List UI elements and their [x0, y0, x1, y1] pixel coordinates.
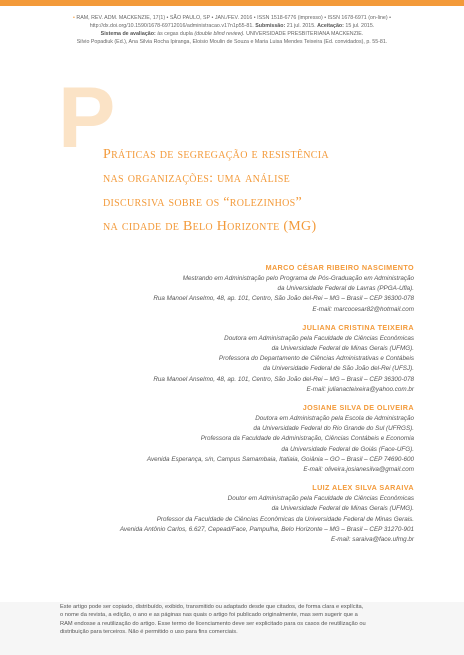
review-system-value: às cegas dupla: [157, 31, 193, 37]
license-line: RAM endosse a reutilização do artigo. Esse termo de licenciamento deve ser explicitado para os casos de reutilização ou: [60, 620, 366, 627]
submission-label: Submissão:: [255, 23, 286, 29]
author-address: Rua Manoel Anselmo, 48, ap. 101, Centro, São João del-Rei – MG – Brasil – CEP 36300-078: [153, 375, 414, 383]
author-name: LUIZ ALEX SILVA SARAIVA: [312, 483, 414, 493]
author-name: JOSIANE SILVA DE OLIVEIRA: [302, 403, 414, 413]
author-email[interactable]: E-mail: saraiva@face.ufmg.br: [330, 536, 414, 544]
top-accent-bar: [0, 0, 464, 6]
author-block: [54, 482, 414, 545]
journal-citation: RAM, REV. ADM. MACKENZIE, 17(1) • SÃO PAULO, SP • JAN./FEV. 2016 • ISSN 1518-6776 (impresso) • ISSN 1678-6971 (on-line) •: [76, 15, 391, 21]
license-line: distribuição para terceiros. Não é permitido o uso para fins comerciais.: [60, 629, 238, 636]
author-affiliation: da Universidade Federal de São João del-Rei (UFSJ).: [263, 365, 414, 373]
title-line: discursiva sobre os “rolezinhos”: [103, 195, 303, 210]
title-line: Práticas de segregação e resistência: [103, 147, 329, 162]
author-affiliation: Mestrando em Administração pelo Programa de Pós-Graduação em Administração: [182, 275, 414, 282]
bullet: •: [73, 15, 75, 21]
header-line-1: [0, 14, 464, 22]
author-affiliation: da Universidade Federal de Minas Gerais (UFMG).: [271, 505, 414, 513]
author-email[interactable]: E-mail: oliveira.josianesilva@gmail.com: [303, 466, 414, 474]
title-line: nas organizações: uma análise: [103, 171, 290, 186]
author-affiliation: Professor da Faculdade de Ciências Econômicas da Universidade Federal de Minas Gerais.: [156, 515, 414, 523]
author-address: Rua Manoel Anselmo, 48, ap. 101, Centro, São João del-Rei – MG – Brasil – CEP 36300-078: [153, 295, 414, 303]
header-line-3: [0, 30, 464, 38]
license-notice: [60, 603, 420, 637]
author-block: [54, 262, 414, 315]
author-affiliation: Doutora em Administração pela Faculdade de Ciências Econômicas: [224, 334, 414, 342]
acceptance-label: Aceitação:: [317, 23, 344, 29]
license-line: Este artigo pode ser copiado, distribuído, exibido, transmitido ou adaptado desde que citados, de forma clara e explícita,: [60, 604, 364, 610]
editors-line: Silvio Popadiuk (Ed.), Ana Silvia Rocha Ipiranga, Eloisio Moulin de Souza e Maria Luisa Mendes Teixeira (Ed. convidados), p. 55-81.: [76, 39, 388, 45]
author-affiliation: Professora do Departamento de Ciências Administrativas e Contábeis: [218, 355, 414, 363]
author-affiliation: da Universidade Federal de Minas Gerais (UFMG).: [271, 345, 414, 353]
author-email[interactable]: E-mail: marcocesar82@hotmail.com: [312, 305, 414, 313]
author-affiliation: Doutor em Administração pela Faculdade de Ciências Econômicas: [227, 495, 414, 503]
acceptance-date: 15 jul. 2015.: [345, 23, 375, 29]
university-name: UNIVERSIDADE PRESBITERIANA MACKENZIE.: [246, 31, 364, 37]
author-affiliation: Doutora em Administração pela Escola de Administração: [255, 415, 414, 423]
doi-link[interactable]: http://dx.doi.org/10.1590/1678-69712016/administracao.v17n1p55-81.: [89, 23, 254, 29]
author-address: Avenida Esperança, s/n, Campus Samambaia, Itatiaia, Goiânia – GO – Brasil – CEP 74690-600: [146, 455, 414, 463]
submission-date: 21 jul. 2015.: [286, 23, 316, 29]
author-affiliation: da Universidade Federal do Rio Grande do Sul (UFRGS).: [253, 425, 414, 433]
author-block: [54, 402, 414, 475]
author-email[interactable]: E-mail: julianacteixeira@yahoo.com.br: [306, 385, 414, 393]
author-name: JULIANA CRISTINA TEIXEIRA: [302, 322, 414, 332]
author-name: MARCO CÉSAR RIBEIRO NASCIMENTO: [265, 263, 414, 272]
author-affiliation: Professora da Faculdade de Administração, Ciências Contábeis e Economia: [200, 435, 414, 443]
author-affiliation: da Universidade Federal de Goiás (Face-UFG).: [281, 445, 414, 453]
review-system-label: Sistema de avaliação:: [100, 31, 156, 37]
review-system-english: (double blind review).: [194, 31, 245, 37]
author-block: [54, 322, 414, 395]
journal-header: [0, 14, 464, 46]
author-list: [54, 262, 414, 552]
title-line: na cidade de Belo Horizonte (MG): [103, 219, 317, 234]
article-title: [103, 143, 423, 239]
header-line-2: [0, 22, 464, 30]
decorative-initial: P: [58, 70, 116, 166]
license-line: o nome da revista, a edição, o ano e as páginas nas quais o artigo foi publicado originalmente, mas sem sugerir que a: [60, 612, 358, 619]
author-address: Avenida Antônio Carlos, 6.627, Cepead/Face, Pampulha, Belo Horizonte – MG – Brasil – CEP 31270-901: [119, 525, 414, 533]
author-affiliation: da Universidade Federal de Lavras (PPGA-Ufla).: [277, 285, 414, 293]
